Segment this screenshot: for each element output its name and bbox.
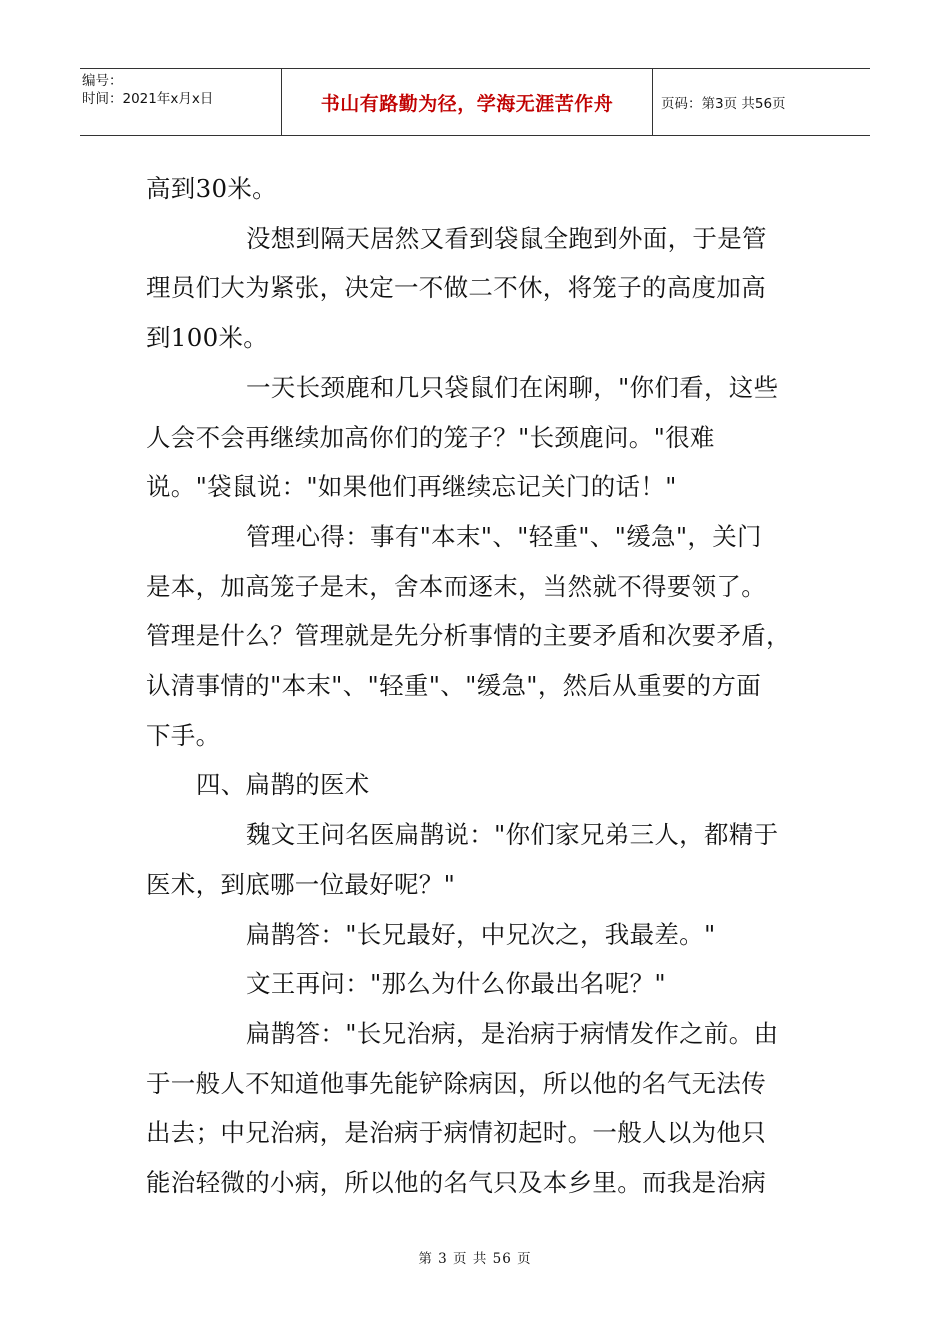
text-line: 能治轻微的小病，所以他的名气只及本乡里。而我是治病 xyxy=(146,1168,766,1198)
text-line: 理员们大为紧张，决定一不做二不休，将笼子的高度加高 xyxy=(146,273,766,303)
time-label: 时间：2021年x月x日 xyxy=(82,91,214,107)
text-line: 出去；中兄治病，是治病于病情初起时。一般人以为他只 xyxy=(146,1118,766,1148)
text-line: 文王再问："那么为什么你最出名呢？" xyxy=(246,969,666,999)
text-line: 于一般人不知道他事先能铲除病因，所以他的名气无法传 xyxy=(146,1068,766,1098)
text-line: 高到30米。 xyxy=(146,174,277,203)
page-footer: 第 3 页 共 56 页 xyxy=(418,1251,532,1267)
text-line: 扁鹊答："长兄最好，中兄次之，我最差。" xyxy=(246,919,716,949)
page-header xyxy=(80,68,870,136)
text-line: 下手。 xyxy=(146,720,221,750)
text-line: 是本，加高笼子是末，舍本而逐末，当然就不得要领了。 xyxy=(146,571,766,601)
text-line: 说。"袋鼠说："如果他们再继续忘记关门的话！" xyxy=(146,472,677,502)
text-line: 一天长颈鹿和几只袋鼠们在闲聊，"你们看，这些 xyxy=(246,372,779,402)
header-motto: 书山有路勤为径，学海无涯苦作舟 xyxy=(281,69,653,135)
document-body xyxy=(146,164,806,1208)
text-line: 没想到隔天居然又看到袋鼠全跑到外面，于是管 xyxy=(246,223,767,253)
text-line: 魏文王问名医扁鹊说："你们家兄弟三人，都精于 xyxy=(246,820,779,850)
text-line: 管理是什么？管理就是先分析事情的主要矛盾和次要矛盾， xyxy=(146,621,791,651)
text-line: 医术，到底哪一位最好呢？" xyxy=(146,869,456,899)
text-line: 到100米。 xyxy=(146,323,269,353)
text-line: 管理心得：事有"本末"、"轻重"、"缓急"，关门 xyxy=(246,521,762,551)
text-line: 扁鹊答："长兄治病，是治病于病情发作之前。由 xyxy=(246,1018,779,1048)
header-page-info: 页码：第3页 共56页 xyxy=(661,96,786,112)
text-line: 人会不会再继续加高你们的笼子？"长颈鹿问。"很难 xyxy=(146,422,715,452)
section-heading: 四、扁鹊的医术 xyxy=(196,770,370,800)
text-line: 认清事情的"本末"、"轻重"、"缓急"，然后从重要的方面 xyxy=(146,671,762,701)
header-meta xyxy=(80,69,281,135)
number-label: 编号： xyxy=(82,73,123,89)
